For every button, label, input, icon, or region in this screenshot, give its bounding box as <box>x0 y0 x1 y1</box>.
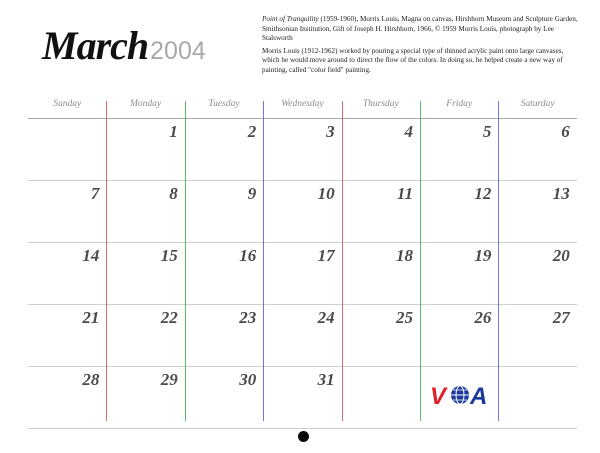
day-cell <box>263 242 341 304</box>
day-number: 25 <box>395 308 413 327</box>
day-number: 3 <box>326 122 335 141</box>
artwork-title: Point of Tranquility <box>262 15 319 23</box>
day-number: 23 <box>239 308 257 327</box>
artist-bio: Morris Louis (1912-1962) worked by pouring a special type of thinned acrylic paint onto large canvases, which he would move around to direct the flow of the colors. In doing so, he helped create a new way of painting, called "color field" painting. <box>262 46 564 74</box>
day-number: 22 <box>160 308 178 327</box>
day-number: 9 <box>247 184 257 203</box>
day-number: 6 <box>561 122 570 141</box>
year-label: 2004 <box>150 37 206 65</box>
dayname-monday: Monday <box>130 99 162 109</box>
day-number: 28 <box>82 370 100 389</box>
day-cell <box>420 180 498 242</box>
day-cell <box>498 242 576 304</box>
day-number: 1 <box>169 122 178 141</box>
day-cell <box>342 304 420 366</box>
day-cell <box>342 180 420 242</box>
binding-hole <box>298 431 309 442</box>
day-number: 5 <box>482 122 492 141</box>
day-number: 11 <box>396 184 413 203</box>
day-number: 24 <box>317 308 335 327</box>
day-number: 14 <box>82 246 100 265</box>
day-cell <box>106 242 184 304</box>
day-cell <box>185 242 263 304</box>
day-cell <box>498 304 576 366</box>
day-number: 2 <box>247 122 257 141</box>
day-cell <box>28 242 106 304</box>
dayname-wednesday: Wednesday <box>281 99 324 109</box>
day-number: 31 <box>317 370 335 389</box>
voa-logo <box>430 380 492 408</box>
day-cell <box>263 180 341 242</box>
day-cell <box>420 242 498 304</box>
day-cell <box>185 118 263 180</box>
dayname-friday: Friday <box>446 99 473 109</box>
month-name: March <box>42 23 149 68</box>
day-cell <box>263 366 341 428</box>
dayname-sunday: Sunday <box>53 99 82 109</box>
day-number: 21 <box>82 308 100 327</box>
globe-icon <box>451 386 469 404</box>
day-number: 12 <box>474 184 492 203</box>
dayname-tuesday: Tuesday <box>208 99 240 109</box>
month-title <box>42 22 206 69</box>
day-cell <box>28 180 106 242</box>
day-number: 30 <box>239 370 257 389</box>
day-number: 27 <box>552 308 570 327</box>
day-number: 19 <box>474 246 492 265</box>
day-cell <box>342 242 420 304</box>
row-divider <box>28 428 577 429</box>
day-cell <box>28 118 106 180</box>
day-number: 26 <box>474 308 492 327</box>
day-cell <box>420 304 498 366</box>
day-cell <box>498 366 576 428</box>
artwork-credit <box>262 15 580 44</box>
day-cell <box>106 366 184 428</box>
day-cell <box>28 304 106 366</box>
day-cell <box>185 180 263 242</box>
day-number: 8 <box>169 184 178 203</box>
day-cell <box>342 118 420 180</box>
weekday-header <box>28 99 577 117</box>
day-cell <box>263 304 341 366</box>
day-number: 15 <box>160 246 178 265</box>
day-number: 20 <box>552 246 570 265</box>
day-number: 17 <box>317 246 335 265</box>
day-number: 10 <box>317 184 335 203</box>
day-cell <box>185 304 263 366</box>
day-number: 13 <box>552 184 570 203</box>
day-cell <box>106 304 184 366</box>
day-number: 7 <box>90 184 100 203</box>
day-cell <box>498 180 576 242</box>
day-number: 29 <box>160 370 178 389</box>
day-number: 16 <box>239 246 257 265</box>
day-number: 18 <box>395 246 413 265</box>
day-cell <box>28 366 106 428</box>
logo-letter-a: A <box>470 383 488 408</box>
day-cell <box>185 366 263 428</box>
day-cell <box>498 118 576 180</box>
day-cell <box>106 180 184 242</box>
logo-letter-v: V <box>430 383 447 408</box>
day-cell <box>263 118 341 180</box>
artwork-caption <box>262 15 580 79</box>
day-cell <box>342 366 420 428</box>
day-cell <box>106 118 184 180</box>
dayname-thursday: Thursday <box>362 99 399 109</box>
day-cell <box>420 118 498 180</box>
dayname-saturday: Saturday <box>520 99 555 109</box>
artwork-credit-text: (1959-1960), Morris Louis, Magna on canvas, Hirshhorn Museum and Sculpture Garden, Smithsonian Institution, Gift of Joseph H. Hirshhorn, 1966, © 1959 Morris Louis, photograph by Lee Stalsworth <box>262 15 578 43</box>
day-number: 4 <box>404 122 413 141</box>
